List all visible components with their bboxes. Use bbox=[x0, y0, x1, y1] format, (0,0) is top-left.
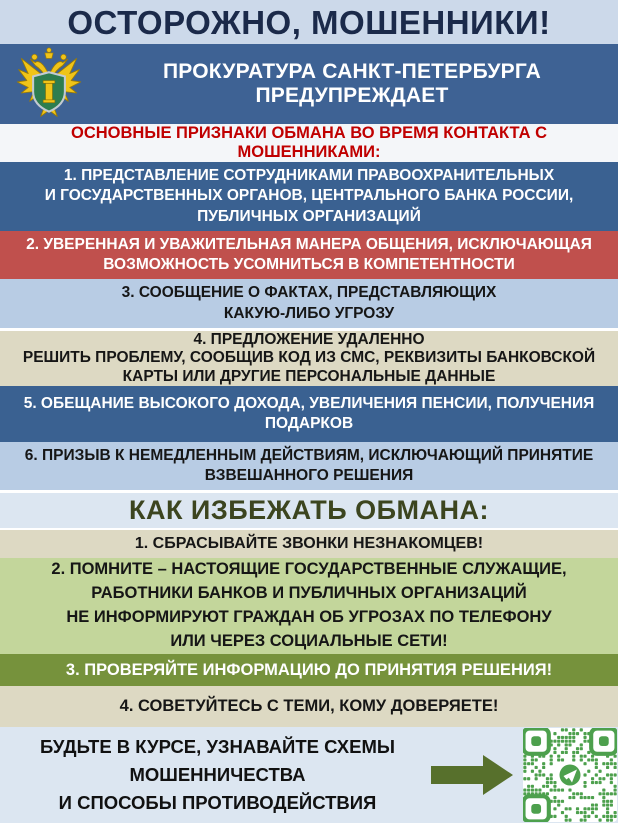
signs-heading: ОСНОВНЫЕ ПРИЗНАКИ ОБМАНА ВО ВРЕМЯ КОНТАКТА С МОШЕННИКАМИ: bbox=[70, 124, 547, 161]
footer-text: БУДЬТЕ В КУРСЕ, УЗНАВАЙТЕ СХЕМЫ МОШЕННИЧЕСТВА И СПОСОБЫ ПРОТИВОДЕЙСТВИЯ bbox=[40, 736, 395, 813]
sign-item-5: 5. ОБЕЩАНИЕ ВЫСОКОГО ДОХОДА, УВЕЛИЧЕНИЯ ПЕНСИИ, ПОЛУЧЕНИЯ ПОДАРКОВ bbox=[0, 386, 618, 442]
sign-item-4: 4. ПРЕДЛОЖЕНИЕ УДАЛЕННО РЕШИТЬ ПРОБЛЕМУ, СООБЩИВ КОД ИЗ СМС, РЕКВИЗИТЫ БАНКОВСКОЙ КАРТЫ ИЛИ ДРУГИЕ ПЕРСОНАЛЬНЫЕ ДАННЫЕ bbox=[0, 331, 618, 386]
avoid-item-2: 2. ПОМНИТЕ – НАСТОЯЩИЕ ГОСУДАРСТВЕННЫЕ СЛУЖАЩИЕ, РАБОТНИКИ БАНКОВ И ПУБЛИЧНЫХ ОРГАНИЗАЦИЙ НЕ ИНФОРМИРУЮТ ГРАЖДАН ОБ УГРОЗАХ ПО ТЕЛЕФОНУ ИЛИ ЧЕРЕЗ СОЦИАЛЬНЫЕ СЕТИ! bbox=[0, 558, 618, 654]
page-title: ОСТОРОЖНО, МОШЕННИКИ! bbox=[67, 3, 551, 41]
avoid-heading: КАК ИЗБЕЖАТЬ ОБМАНА: bbox=[128, 495, 490, 525]
org-banner bbox=[0, 44, 618, 124]
qr-code-telegram bbox=[523, 728, 617, 822]
sign-item-2: 2. УВЕРЕННАЯ И УВАЖИТЕЛЬНАЯ МАНЕРА ОБЩЕНИЯ, ИСКЛЮЧАЮЩАЯ ВОЗМОЖНОСТЬ УСОМНИТЬСЯ В КОМПЕТЕНТНОСТИ bbox=[0, 231, 618, 279]
org-banner-text: ПРОКУРАТУРА САНКТ-ПЕТЕРБУРГА ПРЕДУПРЕЖДАЕТ bbox=[163, 60, 541, 107]
sign-item-3: 3. СООБЩЕНИЕ О ФАКТАХ, ПРЕДСТАВЛЯЮЩИХ КАКУЮ-ЛИБО УГРОЗУ bbox=[0, 279, 618, 328]
avoid-heading-band bbox=[0, 493, 618, 528]
sign-item-1: 1. ПРЕДСТАВЛЕНИЕ СОТРУДНИКАМИ ПРАВООХРАНИТЕЛЬНЫХ И ГОСУДАРСТВЕННЫХ ОРГАНОВ, ЦЕНТРАЛЬНОГО БАНКА РОССИИ, ПУБЛИЧНЫХ ОРГАНИЗАЦИЙ bbox=[0, 162, 618, 231]
avoid-item-3: 3. ПРОВЕРЯЙТЕ ИНФОРМАЦИЮ ДО ПРИНЯТИЯ РЕШЕНИЯ! bbox=[0, 654, 618, 686]
footer bbox=[0, 727, 618, 823]
prosecutor-eagle-emblem-icon bbox=[10, 46, 88, 122]
right-arrow-icon bbox=[431, 753, 515, 797]
title-band bbox=[0, 0, 618, 44]
avoid-item-1: 1. СБРАСЫВАЙТЕ ЗВОНКИ НЕЗНАКОМЦЕВ! bbox=[0, 530, 618, 558]
avoid-item-4: 4. СОВЕТУЙТЕСЬ С ТЕМИ, КОМУ ДОВЕРЯЕТЕ! bbox=[0, 686, 618, 727]
signs-heading-band bbox=[0, 124, 618, 162]
sign-item-6: 6. ПРИЗЫВ К НЕМЕДЛЕННЫМ ДЕЙСТВИЯМ, ИСКЛЮЧАЮЩИЙ ПРИНЯТИЕ ВЗВЕШАННОГО РЕШЕНИЯ bbox=[0, 442, 618, 490]
